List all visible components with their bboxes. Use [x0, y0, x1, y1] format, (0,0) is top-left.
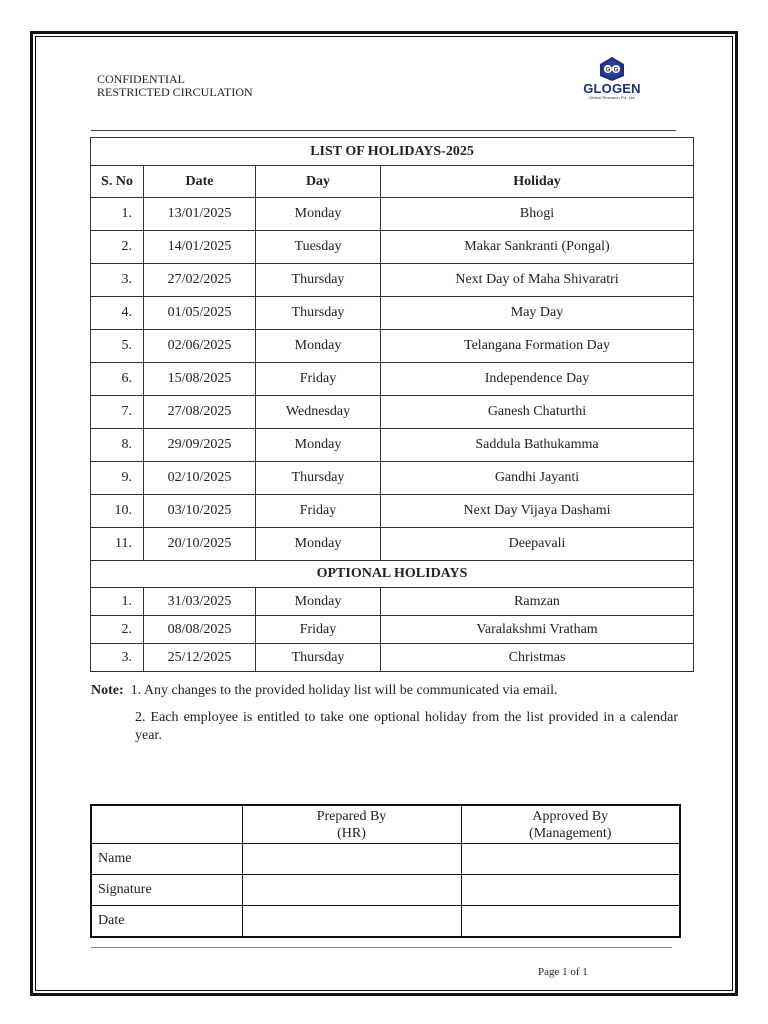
cell-day: Tuesday: [256, 231, 381, 264]
approved-by-header: [461, 805, 680, 844]
cell-date: 02/10/2025: [144, 462, 256, 495]
cell-day: Friday: [256, 495, 381, 528]
cell-day: Monday: [256, 528, 381, 561]
cell-day: Wednesday: [256, 396, 381, 429]
table-row: [91, 495, 694, 528]
cell-day: Monday: [256, 330, 381, 363]
signoff-corner-cell: [91, 805, 242, 844]
approved-date-cell: [461, 906, 680, 938]
footer-divider: [91, 947, 672, 948]
cell-sno: 2.: [91, 231, 144, 264]
holiday-table: [90, 137, 694, 672]
notes-section: [91, 682, 678, 745]
signoff-row-label-name: Name: [91, 844, 242, 875]
table-row: [91, 429, 694, 462]
prepared-name-cell: [242, 844, 461, 875]
approved-name-cell: [461, 844, 680, 875]
cell-date: 20/10/2025: [144, 528, 256, 561]
logo-mark-letter-right: G: [613, 67, 619, 74]
restricted-circulation-label: RESTRICTED CIRCULATION: [97, 85, 253, 99]
note-item-1: [91, 682, 678, 700]
cell-holiday: Independence Day: [381, 363, 694, 396]
logo-tagline: Clinical Research Pvt. Ltd.: [588, 95, 636, 100]
approved-by-label: Approved By: [532, 808, 609, 824]
cell-date: 13/01/2025: [144, 198, 256, 231]
table-row: [91, 588, 694, 616]
prepared-by-header: [242, 805, 461, 844]
confidential-label: CONFIDENTIAL: [97, 72, 185, 86]
cell-sno: 11.: [91, 528, 144, 561]
cell-day: Thursday: [256, 644, 381, 672]
cell-date: 27/02/2025: [144, 264, 256, 297]
cell-holiday: Makar Sankranti (Pongal): [381, 231, 694, 264]
optional-holidays-title: OPTIONAL HOLIDAYS: [91, 561, 694, 588]
approved-by-role: (Management): [529, 825, 612, 841]
logo-mark-icon: [598, 56, 626, 82]
signoff-row-label-signature: Signature: [91, 875, 242, 906]
note-item-2: 2. Each employee is entitled to take one optional holiday from the list provided in a calendar year.: [135, 710, 678, 743]
column-header-sno: S. No: [91, 166, 144, 198]
cell-day: Thursday: [256, 264, 381, 297]
table-row: [91, 644, 694, 672]
prepared-by-label: Prepared By: [316, 808, 387, 824]
table-row: [91, 462, 694, 495]
cell-sno: 6.: [91, 363, 144, 396]
signoff-table: [90, 804, 681, 938]
logo-mark-letter-left: G: [605, 67, 611, 74]
cell-sno: 1.: [91, 588, 144, 616]
prepared-date-cell: [242, 906, 461, 938]
table-row: [91, 297, 694, 330]
cell-date: 27/08/2025: [144, 396, 256, 429]
table-row: [91, 231, 694, 264]
holiday-table-title: LIST OF HOLIDAYS-2025: [91, 138, 694, 166]
table-row: [91, 198, 694, 231]
cell-date: 01/05/2025: [144, 297, 256, 330]
column-header-date: Date: [144, 166, 256, 198]
cell-sno: 8.: [91, 429, 144, 462]
cell-holiday: Gandhi Jayanti: [381, 462, 694, 495]
cell-holiday: Next Day of Maha Shivaratri: [381, 264, 694, 297]
cell-day: Monday: [256, 429, 381, 462]
table-row: [91, 616, 694, 644]
table-row: [91, 264, 694, 297]
cell-holiday: Varalakshmi Vratham: [381, 616, 694, 644]
cell-date: 29/09/2025: [144, 429, 256, 462]
cell-holiday: Bhogi: [381, 198, 694, 231]
table-row: [91, 528, 694, 561]
cell-sno: 10.: [91, 495, 144, 528]
cell-holiday: May Day: [381, 297, 694, 330]
cell-day: Friday: [256, 363, 381, 396]
cell-date: 08/08/2025: [144, 616, 256, 644]
cell-date: 02/06/2025: [144, 330, 256, 363]
cell-holiday: Next Day Vijaya Dashami: [381, 495, 694, 528]
confidentiality-header: [97, 73, 253, 99]
cell-day: Thursday: [256, 297, 381, 330]
header-divider: [91, 130, 676, 131]
cell-date: 31/03/2025: [144, 588, 256, 616]
cell-day: Monday: [256, 198, 381, 231]
prepared-by-role: (HR): [337, 825, 366, 841]
table-row: [91, 363, 694, 396]
cell-holiday: Telangana Formation Day: [381, 330, 694, 363]
cell-holiday: Saddula Bathukamma: [381, 429, 694, 462]
cell-sno: 4.: [91, 297, 144, 330]
cell-sno: 5.: [91, 330, 144, 363]
company-logo: [578, 56, 646, 108]
cell-day: Friday: [256, 616, 381, 644]
table-row: [91, 330, 694, 363]
cell-sno: 3.: [91, 644, 144, 672]
cell-holiday: Deepavali: [381, 528, 694, 561]
cell-date: 03/10/2025: [144, 495, 256, 528]
cell-holiday: Ganesh Chaturthi: [381, 396, 694, 429]
prepared-signature-cell: [242, 875, 461, 906]
column-header-day: Day: [256, 166, 381, 198]
page-number: Page 1 of 1: [538, 966, 588, 978]
cell-day: Thursday: [256, 462, 381, 495]
cell-date: 15/08/2025: [144, 363, 256, 396]
column-header-holiday: Holiday: [381, 166, 694, 198]
logo-wordmark: GLOGEN: [583, 81, 641, 96]
approved-signature-cell: [461, 875, 680, 906]
cell-sno: 3.: [91, 264, 144, 297]
cell-day: Monday: [256, 588, 381, 616]
table-row: [91, 396, 694, 429]
note-text-1: 1. Any changes to the provided holiday list will be communicated via email.: [130, 683, 558, 698]
cell-holiday: Ramzan: [381, 588, 694, 616]
signoff-row-label-date: Date: [91, 906, 242, 938]
cell-sno: 9.: [91, 462, 144, 495]
cell-date: 14/01/2025: [144, 231, 256, 264]
cell-sno: 2.: [91, 616, 144, 644]
cell-date: 25/12/2025: [144, 644, 256, 672]
note-label: Note:: [91, 683, 124, 698]
cell-sno: 7.: [91, 396, 144, 429]
cell-holiday: Christmas: [381, 644, 694, 672]
cell-sno: 1.: [91, 198, 144, 231]
